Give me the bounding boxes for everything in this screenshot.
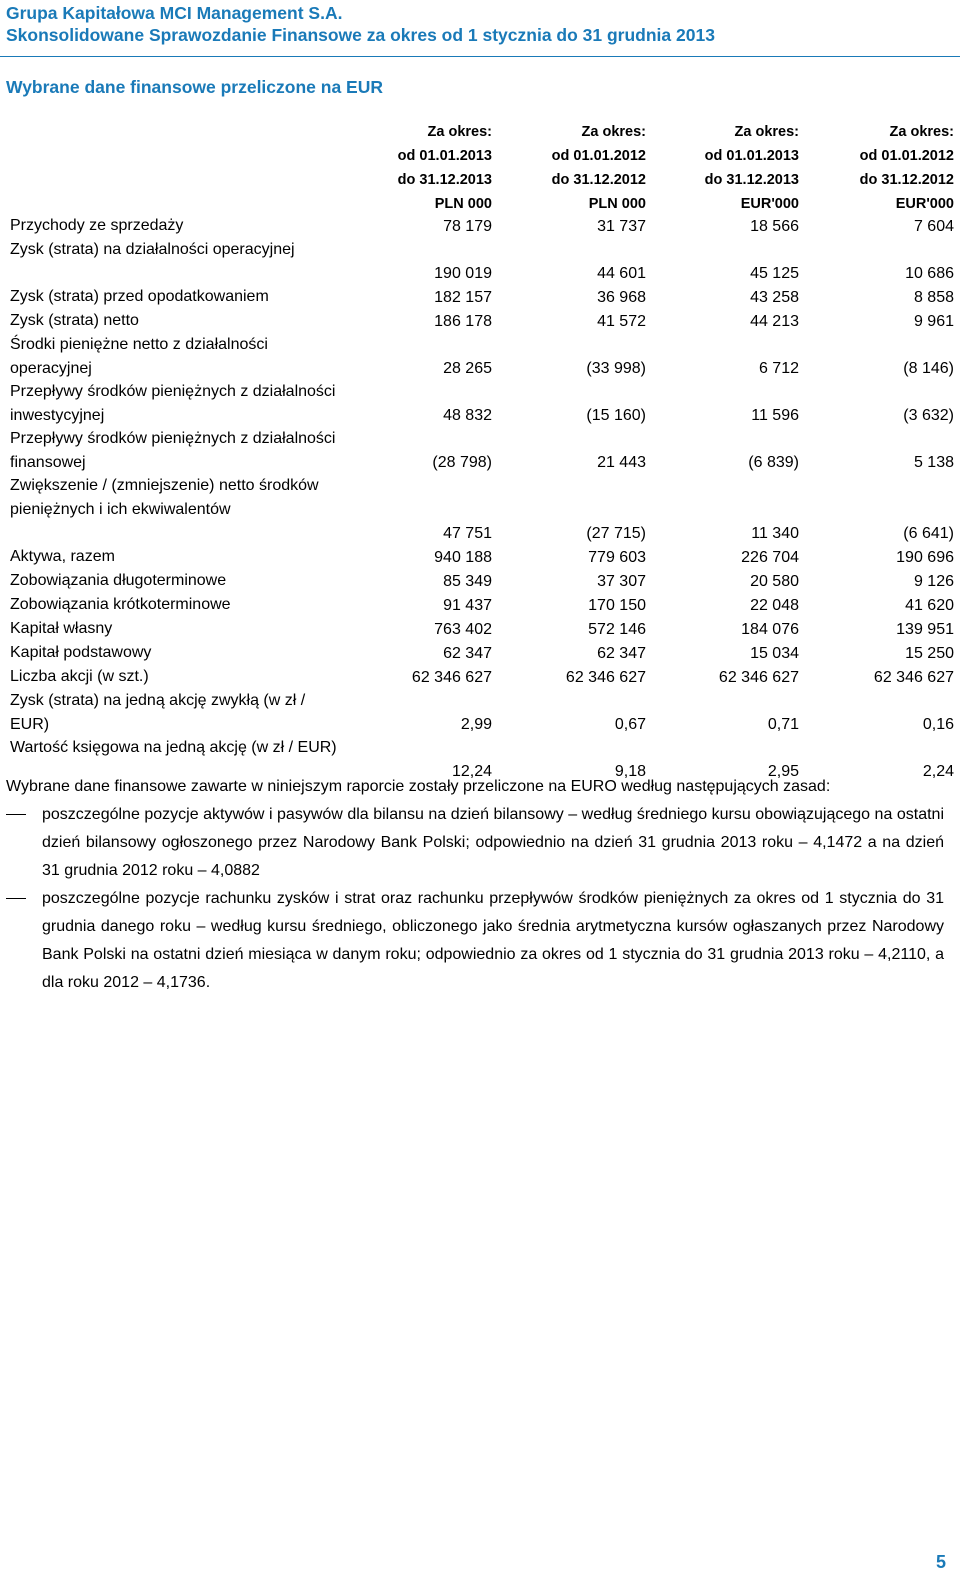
value-cell: 6 712 xyxy=(758,359,799,377)
value-cell: 184 076 xyxy=(741,620,799,638)
value-cell: 9 126 xyxy=(913,572,954,590)
value-cell: 9 961 xyxy=(913,312,954,330)
dash-icon xyxy=(6,814,26,815)
row-label: Przychody ze sprzedaży xyxy=(10,217,184,234)
table-row xyxy=(10,569,960,593)
value-cell: 62 347 xyxy=(597,644,646,662)
table-row xyxy=(10,689,960,736)
period-label: Za okres: xyxy=(581,124,646,140)
value-cell: 2,99 xyxy=(460,715,492,733)
value-cell: 15 034 xyxy=(750,644,799,662)
period-label: Za okres: xyxy=(889,124,954,140)
value-cell: 2,24 xyxy=(922,762,954,780)
table-row xyxy=(10,427,960,474)
row-label: Środki pieniężne netto z działalności operacyjnej xyxy=(10,336,268,377)
table-row xyxy=(10,285,960,309)
table-row xyxy=(10,641,960,665)
table-row xyxy=(10,214,960,238)
value-cell: 36 968 xyxy=(597,288,646,306)
table-row xyxy=(10,545,960,569)
unit-label: EUR'000 xyxy=(895,196,954,212)
row-label: Zysk (strata) na działalności operacyjnej xyxy=(10,241,295,258)
period-to: do 31.12.2012 xyxy=(859,172,954,188)
notes-bullet xyxy=(6,801,944,885)
value-cell: 779 603 xyxy=(588,548,646,566)
value-cell: 21 443 xyxy=(597,453,646,471)
company-name: Grupa Kapitałowa MCI Management S.A. xyxy=(6,3,343,23)
table-row xyxy=(10,238,960,285)
value-cell: 139 951 xyxy=(896,620,954,638)
value-cell: 182 157 xyxy=(434,288,492,306)
column-header xyxy=(860,120,954,216)
table-row xyxy=(10,333,960,380)
bullet-text: poszczególne pozycje rachunku zysków i strat oraz rachunku przepływów środków pieniężnych za okres od 1 stycznia do 31 grudnia danego roku – według kursu średniego, obliczonego jako średnia arytmetyczna kursów ogłaszanych przez Narodowy Bank Polski na ostatni dzień miesiąca w danym roku; odpowiednio za okres od 1 stycznia do 31 grudnia 2013 roku – 4,2110, a dla roku 2012 – 4,1736. xyxy=(42,890,944,991)
value-cell: 31 737 xyxy=(597,217,646,235)
row-label: Zwiększenie / (zmniejszenie) netto środków pieniężnych i ich ekwiwalentów xyxy=(10,477,319,518)
table-row xyxy=(10,474,960,545)
notes-bullet xyxy=(6,885,944,997)
row-label: Wartość księgowa na jedną akcję (w zł / EUR) xyxy=(10,739,337,756)
section-title: Wybrane dane finansowe przeliczone na EUR xyxy=(6,77,383,97)
period-label: Za okres: xyxy=(427,124,492,140)
column-header xyxy=(552,120,646,216)
value-cell: (6 839) xyxy=(748,453,799,471)
value-cell: 48 832 xyxy=(443,406,492,424)
value-cell: 170 150 xyxy=(588,596,646,614)
value-cell: (15 160) xyxy=(586,406,646,424)
value-cell: 0,67 xyxy=(614,715,646,733)
page-number: 5 xyxy=(935,1552,946,1572)
report-title: Skonsolidowane Sprawozdanie Finansowe za okres od 1 stycznia do 31 grudnia 2013 xyxy=(6,25,715,45)
row-label: Zysk (strata) na jedną akcję zwykłą (w zł / EUR) xyxy=(10,692,306,733)
row-label: Przepływy środków pieniężnych z działalności inwestycyjnej xyxy=(10,383,336,424)
row-label: Liczba akcji (w szt.) xyxy=(10,668,149,685)
value-cell: 78 179 xyxy=(443,217,492,235)
period-to: do 31.12.2013 xyxy=(704,172,799,188)
column-header xyxy=(705,120,799,216)
value-cell: 12,24 xyxy=(451,762,492,780)
row-label: Zysk (strata) netto xyxy=(10,312,139,329)
value-cell: 940 188 xyxy=(434,548,492,566)
row-label: Aktywa, razem xyxy=(10,548,115,565)
dash-icon xyxy=(6,898,26,899)
value-cell: 2,95 xyxy=(767,762,799,780)
value-cell: 62 347 xyxy=(443,644,492,662)
value-cell: 37 307 xyxy=(597,572,646,590)
value-cell: 44 601 xyxy=(597,264,646,282)
value-cell: 41 572 xyxy=(597,312,646,330)
row-label: Przepływy środków pieniężnych z działalności finansowej xyxy=(10,430,336,471)
value-cell: 5 138 xyxy=(913,453,954,471)
period-to: do 31.12.2012 xyxy=(551,172,646,188)
value-cell: 28 265 xyxy=(443,359,492,377)
row-label: Kapitał własny xyxy=(10,620,113,637)
value-cell: 8 858 xyxy=(913,288,954,306)
value-cell: 85 349 xyxy=(443,572,492,590)
value-cell: 190 696 xyxy=(896,548,954,566)
table-row xyxy=(10,617,960,641)
row-label: Zysk (strata) przed opodatkowaniem xyxy=(10,288,269,305)
value-cell: 45 125 xyxy=(750,264,799,282)
period-from: od 01.01.2013 xyxy=(397,148,492,164)
row-label: Zobowiązania krótkoterminowe xyxy=(10,596,231,613)
value-cell: 62 346 627 xyxy=(873,668,954,686)
unit-label: PLN 000 xyxy=(434,196,492,212)
value-cell: 62 346 627 xyxy=(565,668,646,686)
value-cell: 15 250 xyxy=(905,644,954,662)
value-cell: 7 604 xyxy=(913,217,954,235)
table-row xyxy=(10,593,960,617)
value-cell: 572 146 xyxy=(588,620,646,638)
value-cell: 62 346 627 xyxy=(718,668,799,686)
period-from: od 01.01.2012 xyxy=(859,148,954,164)
period-label: Za okres: xyxy=(734,124,799,140)
value-cell: 41 620 xyxy=(905,596,954,614)
financial-data-table xyxy=(10,214,960,783)
value-cell: 62 346 627 xyxy=(411,668,492,686)
value-cell: 91 437 xyxy=(443,596,492,614)
value-cell: (3 632) xyxy=(903,406,954,424)
value-cell: (8 146) xyxy=(903,359,954,377)
value-cell: (6 641) xyxy=(903,524,954,542)
period-from: od 01.01.2013 xyxy=(704,148,799,164)
value-cell: 0,16 xyxy=(922,715,954,733)
notes-intro: Wybrane dane finansowe zawarte w niniejszym raporcie zostały przeliczone na EURO według następujących zasad: xyxy=(6,778,831,795)
value-cell: 11 596 xyxy=(751,406,799,424)
unit-label: PLN 000 xyxy=(588,196,646,212)
unit-label: EUR'000 xyxy=(740,196,799,212)
table-row xyxy=(10,665,960,689)
column-header xyxy=(398,120,492,216)
period-to: do 31.12.2013 xyxy=(397,172,492,188)
value-cell: 20 580 xyxy=(750,572,799,590)
value-cell: 186 178 xyxy=(434,312,492,330)
value-cell: 11 340 xyxy=(751,524,799,542)
bullet-text: poszczególne pozycje aktywów i pasywów dla bilansu na dzień bilansowy – według średniego kursu obowiązującego na ostatni dzień bilansowy ogłoszonego przez Narodowy Bank Polski; odpowiednio na dzień 31 grudnia 2013 roku – 4,1472 a na dzień 31 grudnia 2012 roku – 4,0882 xyxy=(42,806,944,879)
value-cell: 18 566 xyxy=(750,217,799,235)
value-cell: 0,71 xyxy=(767,715,799,733)
period-from: od 01.01.2012 xyxy=(551,148,646,164)
table-row xyxy=(10,380,960,427)
value-cell: 190 019 xyxy=(434,264,492,282)
value-cell: 44 213 xyxy=(750,312,799,330)
value-cell: 43 258 xyxy=(750,288,799,306)
row-label: Kapitał podstawowy xyxy=(10,644,152,661)
value-cell: 22 048 xyxy=(750,596,799,614)
value-cell: (27 715) xyxy=(586,524,646,542)
value-cell: (33 998) xyxy=(586,359,646,377)
value-cell: 9,18 xyxy=(614,762,646,780)
conversion-notes xyxy=(6,773,944,997)
value-cell: 763 402 xyxy=(434,620,492,638)
value-cell: 10 686 xyxy=(905,264,954,282)
value-cell: (28 798) xyxy=(432,453,492,471)
table-row xyxy=(10,309,960,333)
value-cell: 226 704 xyxy=(741,548,799,566)
header-divider xyxy=(0,56,960,57)
row-label: Zobowiązania długoterminowe xyxy=(10,572,227,589)
value-cell: 47 751 xyxy=(443,524,492,542)
